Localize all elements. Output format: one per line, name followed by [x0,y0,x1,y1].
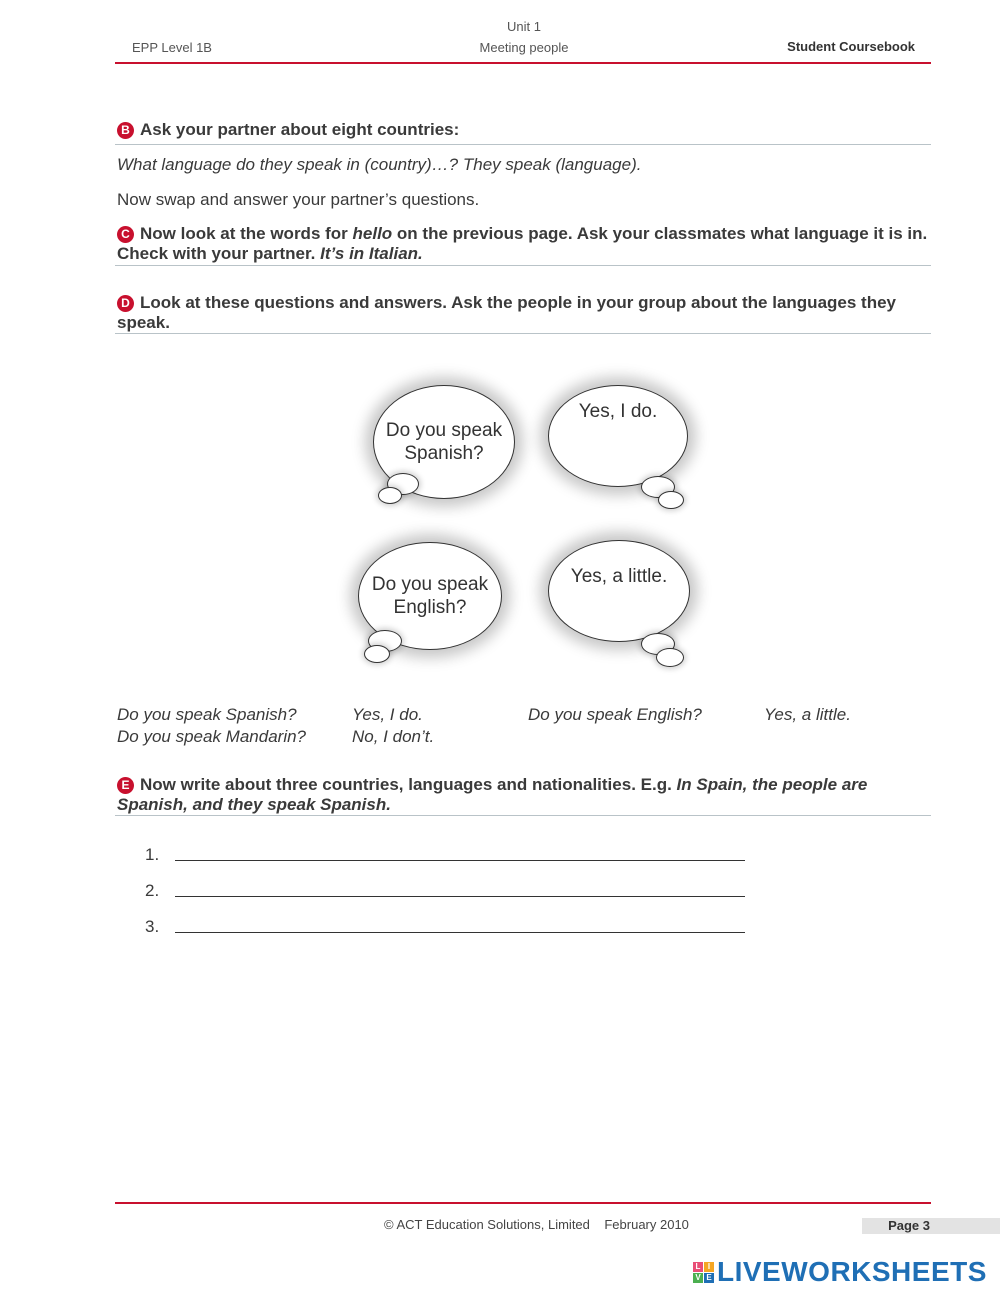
answer-line-1[interactable] [175,860,745,861]
liveworksheets-logo [693,1256,987,1288]
header-level: EPP Level 1B [132,40,212,55]
answer-line-3[interactable] [175,932,745,933]
page-number: Page 3 [862,1218,1000,1234]
section-b-instruction: Now swap and answer your partner’s questions. [117,190,480,209]
section-e-icon: E [117,777,134,794]
answer-number: 1. [145,845,160,864]
section-c-heading: C Now look at the words for hello on the previous page. Ask your classmates what language it is in. Check with your partner. It’s in Italian. [117,224,928,263]
answer-number: 3. [145,917,160,936]
header-topic: Meeting people [479,40,569,55]
header-divider [115,62,931,64]
bubble-puff [658,491,684,509]
header-book: Student Coursebook [787,39,915,54]
section-e-heading: E Now write about three countries, languages and nationalities. E.g. In Spain, the people are Spanish, and they speak Spanish. [117,775,868,814]
qa-cell: Yes, I do. [352,705,423,724]
speech-bubble-q2: Do you speak English? [358,542,502,650]
answer-number: 2. [145,881,160,900]
qa-cell: Do you speak Mandarin? [117,727,307,746]
section-d-icon: D [117,295,134,312]
bubble-puff [378,487,402,504]
section-b-example: What language do they speak in (country)…? They speak (language). [117,155,642,174]
footer-divider [115,1202,931,1204]
qa-cell: No, I don’t. [352,727,435,746]
qa-cell: Do you speak Spanish? [117,705,297,724]
section-b-icon: B [117,122,134,139]
section-d-rule [115,333,931,334]
answer-line-2[interactable] [175,896,745,897]
bubble-puff [364,645,390,663]
section-c-rule [115,265,931,266]
qa-cell: Do you speak English? [528,705,702,724]
section-b-rule [115,144,931,145]
speech-bubble-a1: Yes, I do. [548,385,688,487]
section-b-heading: B Ask your partner about eight countries: [117,120,459,140]
speech-bubble-q1: Do you speak Spanish? [373,385,515,499]
logo-text: LIVEWORKSHEETS [717,1256,987,1287]
bubble-puff [656,648,684,667]
speech-bubble-a2: Yes, a little. [548,540,690,642]
section-e-rule [115,815,931,816]
section-d-heading: D Look at these questions and answers. Ask the people in your group about the languages they speak. [117,293,896,332]
qa-cell: Yes, a little. [764,705,851,724]
section-c-icon: C [117,226,134,243]
logo-icon: L I V E [693,1262,714,1283]
header-unit: Unit 1 [507,19,541,34]
footer-copyright: © ACT Education Solutions, Limited February 2010 [384,1217,689,1232]
